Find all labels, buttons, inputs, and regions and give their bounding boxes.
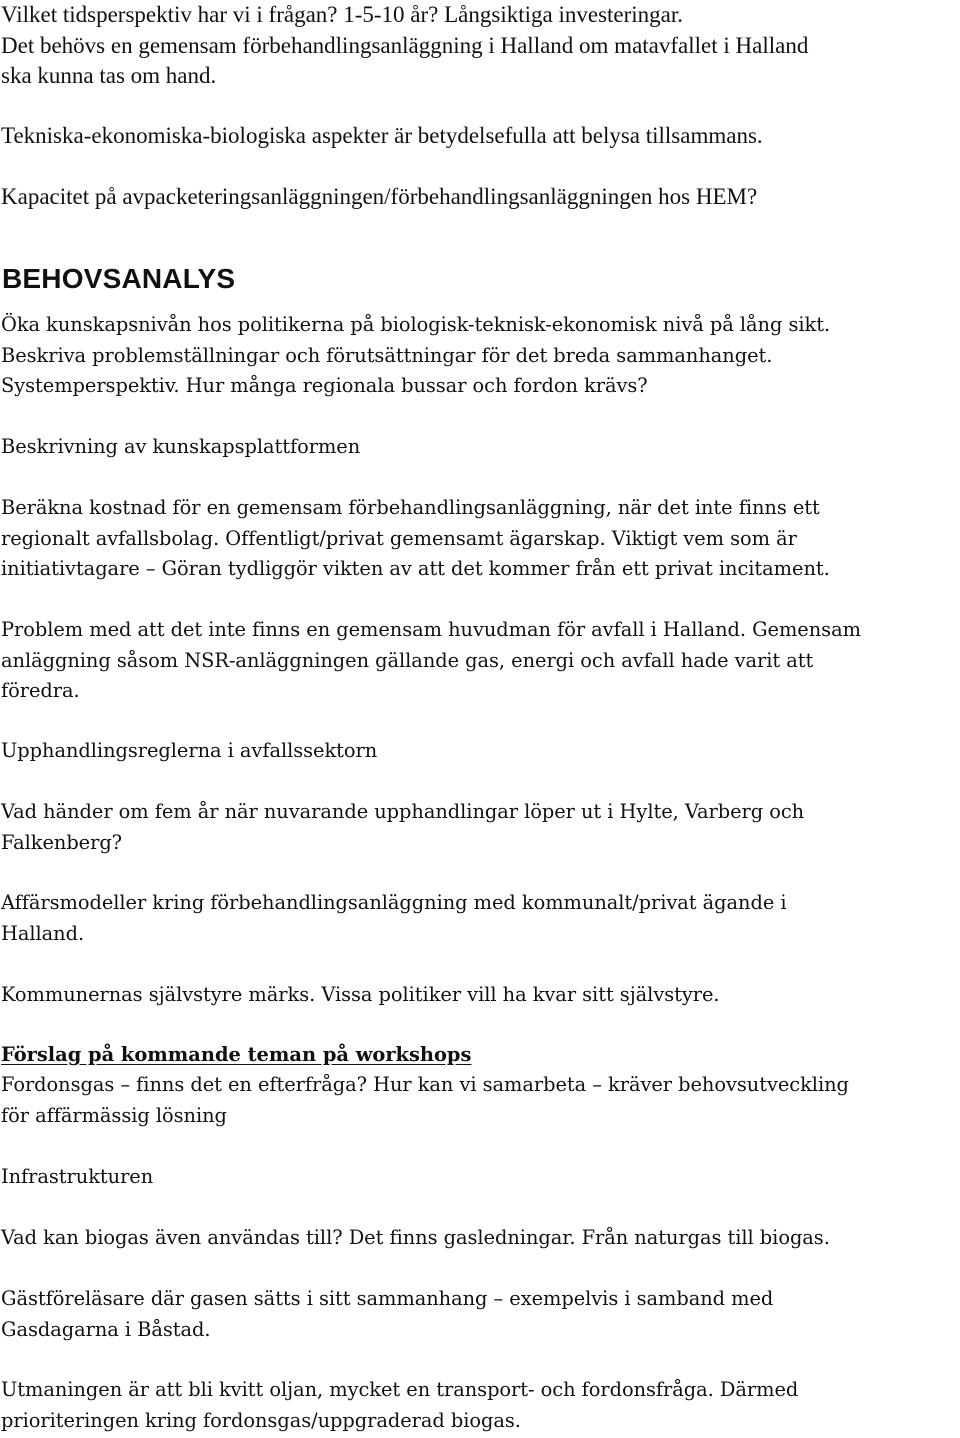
business-models-line: Affärsmodeller kring förbehandlingsanläggning med kommunalt/privat ägande i <box>1 891 787 914</box>
platform-text: Beskrivning av kunskapsplattformen <box>1 435 361 458</box>
problem-line: Problem med att det inte finns en gemensam huvudman för avfall i Halland. Gemensam <box>1 618 861 641</box>
biogas-use-paragraph <box>1 1223 830 1254</box>
intro-line: ska kunna tas om hand. <box>1 63 217 88</box>
problem-line: föredra. <box>1 679 80 702</box>
infrastructure-paragraph <box>1 1162 153 1193</box>
workshops-heading-text: Förslag på kommande teman på workshops <box>1 1043 472 1066</box>
procurement-rules-paragraph <box>1 736 377 767</box>
guest-speaker-paragraph <box>1 1284 773 1345</box>
cost-line: Beräkna kostnad för en gemensam förbehandlingsanläggning, när det inte finns ett <box>1 496 820 519</box>
five-years-line: Falkenberg? <box>1 830 123 854</box>
challenge-line: prioriteringen kring fordonsgas/uppgraderad biogas. <box>1 1408 521 1432</box>
challenge-line: Utmaningen är att bli kvitt oljan, mycket en transport- och fordonsfråga. Därmed <box>1 1378 799 1401</box>
cost-line: regionalt avfallsbolag. Offentligt/privat gemensamt ägarskap. Viktigt vem som är <box>1 526 797 550</box>
workshops-paragraph <box>1 1070 849 1131</box>
procurement-rules-text: Upphandlingsreglerna i avfallssektorn <box>1 739 378 762</box>
aspects-paragraph <box>1 121 763 152</box>
problem-line: anläggning såsom NSR-anläggningen gällande gas, energi och avfall hade varit att <box>1 648 814 672</box>
needs-analysis-heading <box>2 262 235 296</box>
intro-line: Vilket tidsperspektiv har vi i frågan? 1-5-10 år? Långsiktiga investeringar. <box>1 2 684 27</box>
five-years-line: Vad händer om fem år när nuvarande upphandlingar löper ut i Hylte, Varberg och <box>1 800 805 823</box>
workshops-line: Fordonsgas – finns det en efterfråga? Hur kan vi samarbeta – kräver behovsutveckling <box>1 1073 849 1096</box>
needs-analysis-line: Beskriva problemställningar och förutsättningar för det breda sammanhanget. <box>1 343 773 367</box>
challenge-paragraph <box>1 1375 798 1436</box>
needs-analysis-line: Systemperspektiv. Hur många regionala bussar och fordon krävs? <box>1 374 648 397</box>
infrastructure-text: Infrastrukturen <box>1 1165 154 1188</box>
five-years-paragraph <box>1 797 804 858</box>
workshops-heading <box>1 1040 471 1071</box>
guest-speaker-line: Gasdagarna i Båstad. <box>1 1317 211 1341</box>
needs-analysis-heading-text: BEHOVSANALYS <box>2 263 236 294</box>
needs-analysis-paragraph <box>1 310 830 402</box>
self-government-paragraph <box>1 980 720 1011</box>
workshops-line: för affärmässig lösning <box>1 1103 227 1127</box>
needs-analysis-line: Öka kunskapsnivån hos politikerna på biologisk-teknisk-ekonomisk nivå på lång sikt. <box>1 313 831 336</box>
capacity-paragraph <box>1 182 757 213</box>
business-models-paragraph <box>1 888 787 949</box>
intro-line: Det behövs en gemensam förbehandlingsanläggning i Halland om matavfallet i Halland <box>1 32 809 58</box>
intro-paragraph <box>1 0 808 92</box>
capacity-text: Kapacitet på avpacketeringsanläggningen/förbehandlingsanläggningen hos HEM? <box>1 184 758 209</box>
aspects-text: Tekniska-ekonomiska-biologiska aspekter är betydelsefulla att belysa tillsammans. <box>1 123 763 148</box>
business-models-line: Halland. <box>1 921 85 945</box>
cost-line: initiativtagare – Göran tydliggör vikten av att det kommer från ett privat incitament. <box>1 557 830 580</box>
problem-paragraph <box>1 615 861 707</box>
platform-paragraph <box>1 432 360 463</box>
self-government-text: Kommunernas självstyre märks. Vissa politiker vill ha kvar sitt självstyre. <box>1 983 720 1006</box>
guest-speaker-line: Gästföreläsare där gasen sätts i sitt sammanhang – exempelvis i samband med <box>1 1287 774 1310</box>
cost-paragraph <box>1 493 830 585</box>
biogas-use-text: Vad kan biogas även användas till? Det finns gasledningar. Från naturgas till biogas. <box>1 1226 830 1249</box>
